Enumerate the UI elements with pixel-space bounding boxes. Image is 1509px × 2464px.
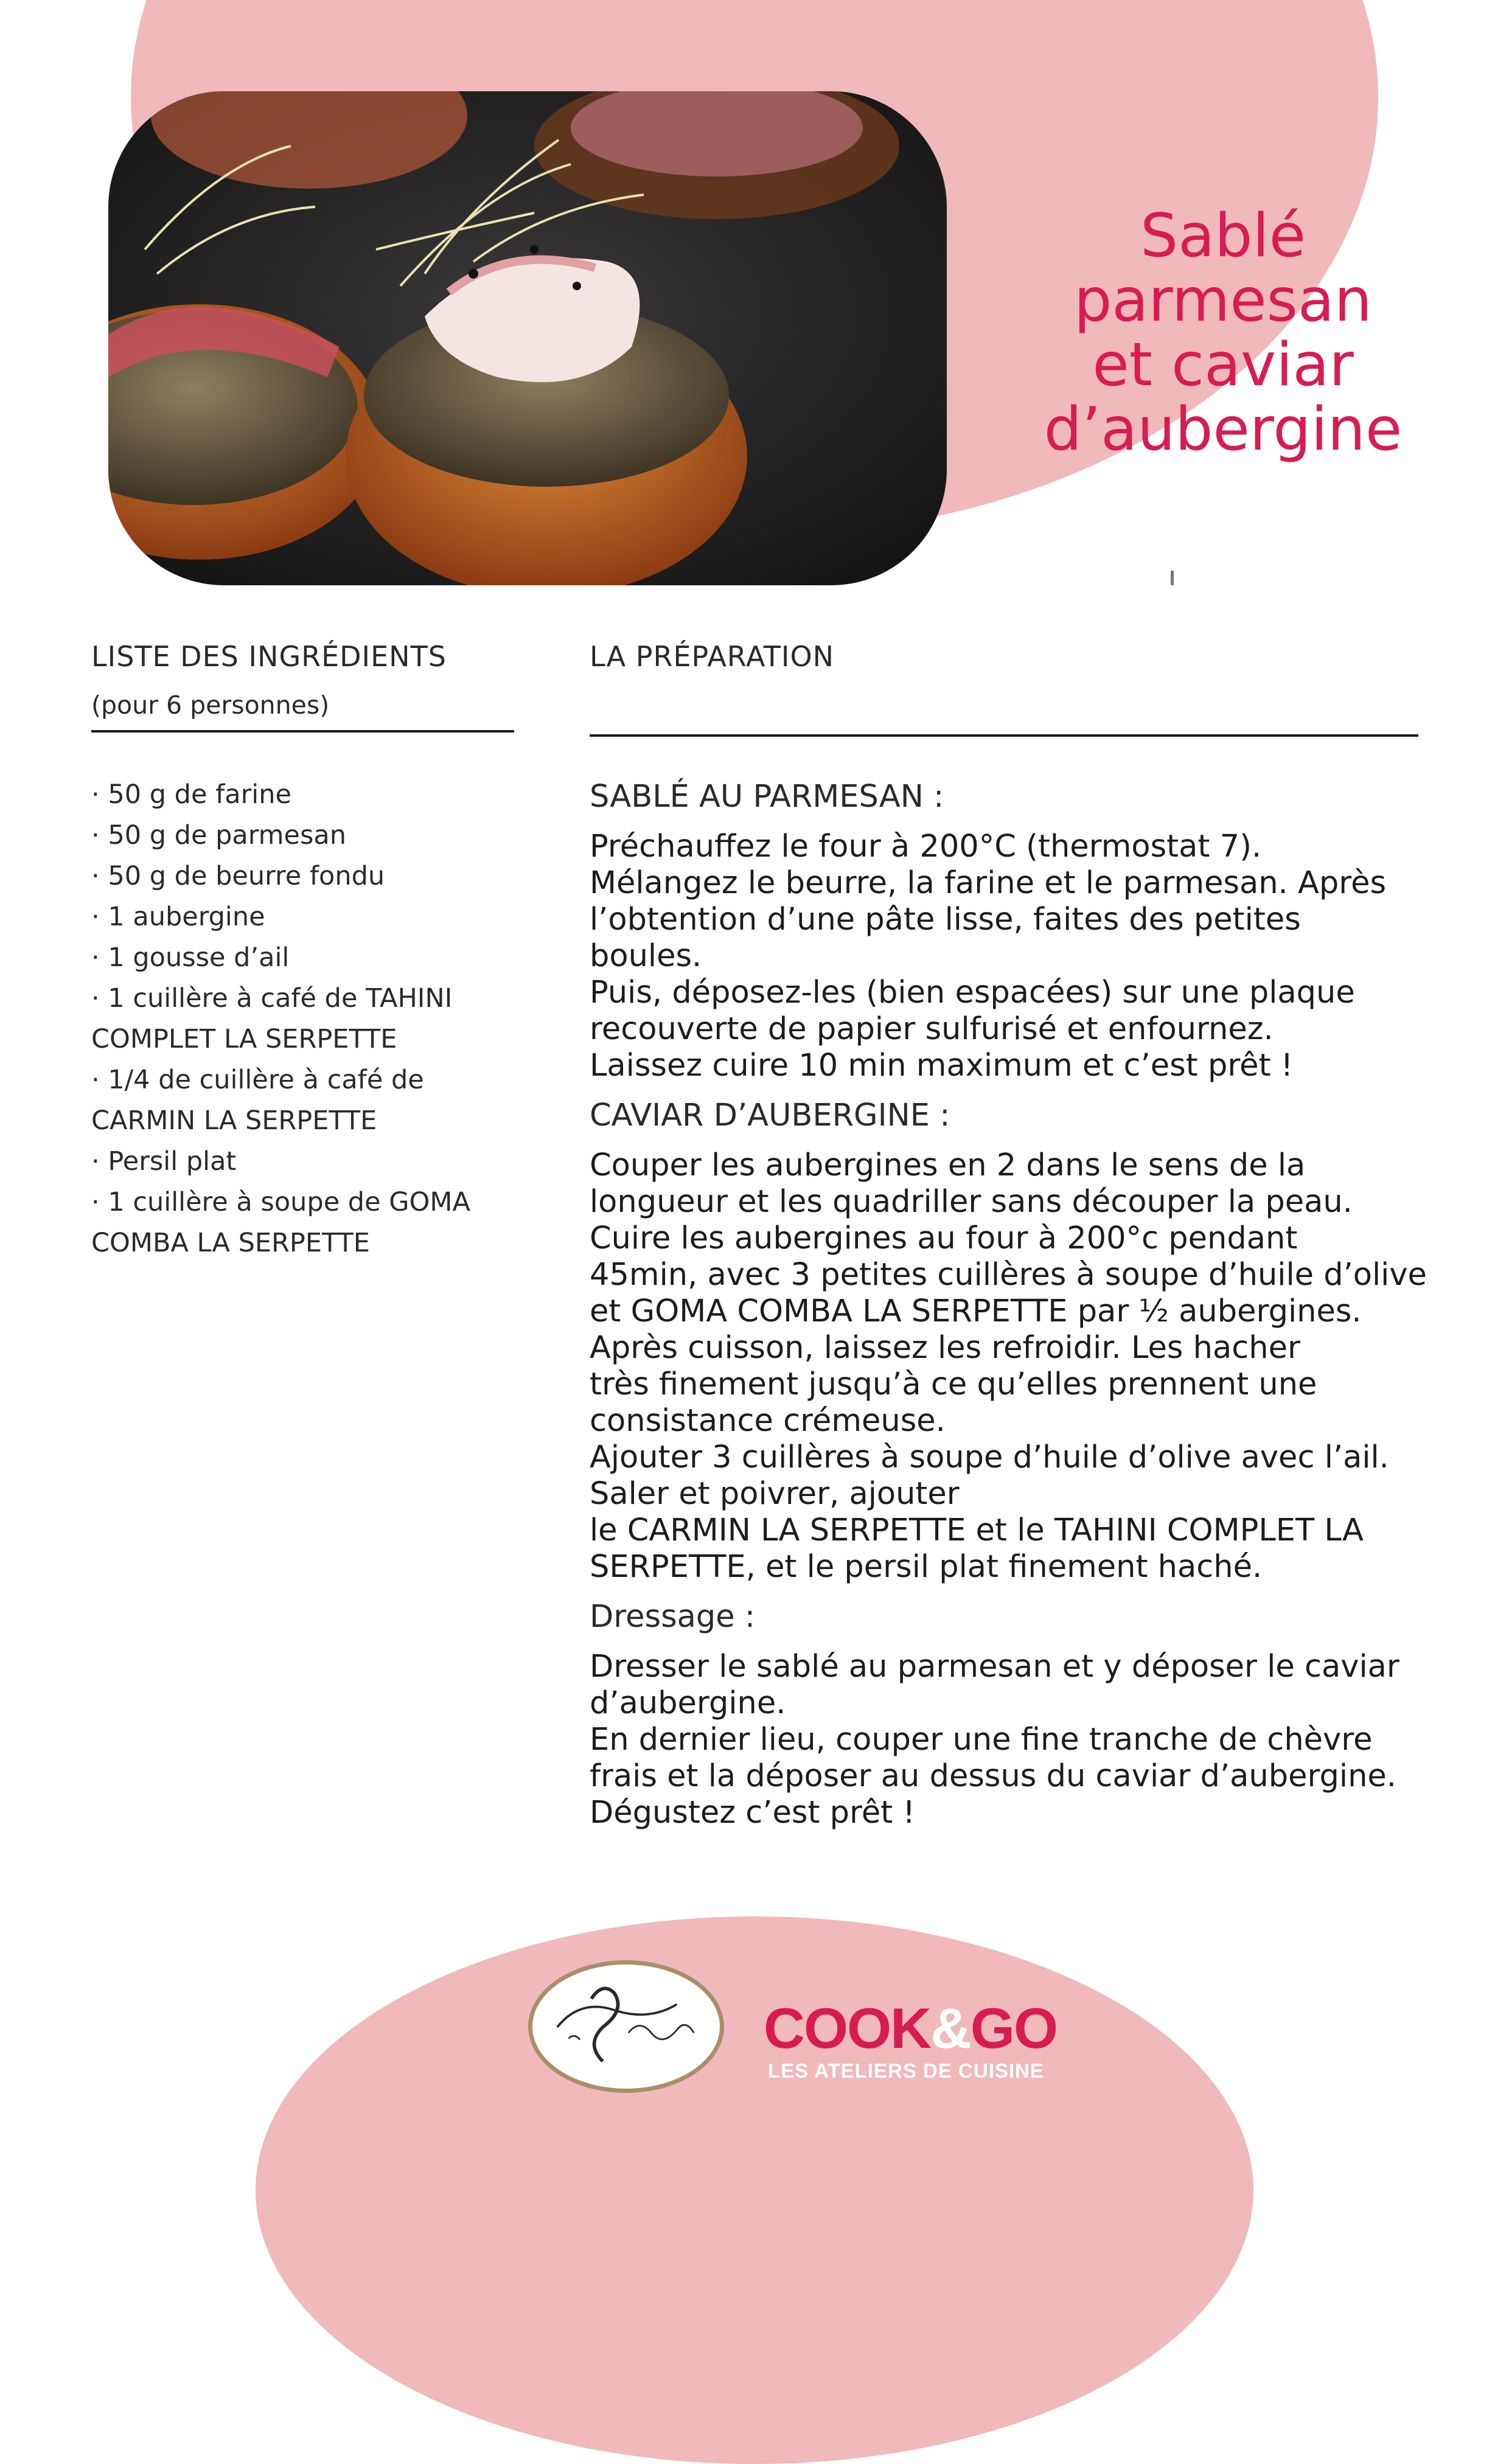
- text-line: Préchauffez le four à 200°C (thermostat 7).: [590, 829, 1262, 865]
- bottom-pink-shape: [256, 1916, 1253, 2464]
- preparation-divider: [590, 734, 1418, 737]
- ingredient-line: · 50 g de farine: [91, 779, 291, 810]
- text-line: boules.: [590, 938, 702, 974]
- text-line: Après cuisson, laissez les refroidir. Les hacher: [590, 1330, 1300, 1366]
- cook-and-go-logo: [764, 1996, 1058, 2060]
- recipe-title: [998, 201, 1448, 464]
- cookgo-ampersand: &: [930, 1996, 971, 2060]
- text-line: très finement jusqu’à ce qu’elles prennent une: [590, 1366, 1317, 1402]
- text-line: consistance crémeuse.: [590, 1403, 946, 1439]
- cookgo-cook: COOK: [764, 1996, 930, 2060]
- section-text: [590, 829, 1435, 1084]
- text-line: et GOMA COMBA LA SERPETTE par ½ aubergines.: [590, 1293, 1362, 1329]
- ingredient-line: COMPLET LA SERPETTE: [91, 1024, 397, 1054]
- recipe-photo: [108, 91, 947, 585]
- preparation-heading: LA PRÉPARATION: [590, 640, 835, 673]
- text-line: recouverte de papier sulfurisé et enfournez.: [590, 1011, 1274, 1047]
- ingredient-line: CARMIN LA SERPETTE: [91, 1105, 377, 1136]
- section-text: [590, 1147, 1435, 1585]
- text-line: Laissez cuire 10 min maximum et c’est prêt !: [590, 1048, 1294, 1084]
- section-title: Dressage :: [590, 1599, 756, 1635]
- text-line: Dégustez c’est prêt !: [590, 1795, 915, 1831]
- la-serpette-logo: [528, 1960, 724, 2093]
- text-line: Couper les aubergines en 2 dans le sens de la: [590, 1147, 1306, 1183]
- text-line: d’aubergine.: [590, 1685, 786, 1721]
- ingredient-line: · 50 g de parmesan: [91, 820, 347, 851]
- title-line: d’aubergine: [1044, 395, 1403, 464]
- text-line: En dernier lieu, couper une fine tranche de chèvre: [590, 1722, 1373, 1758]
- ingredient-line: · 1 gousse d’ail: [91, 942, 290, 973]
- title-line: et caviar: [1092, 330, 1354, 400]
- text-line: Puis, déposez-les (bien espacées) sur une plaque: [590, 975, 1355, 1011]
- text-line: Mélangez le beurre, la farine et le parmesan. Après: [590, 865, 1387, 901]
- ingredient-line: · 1 aubergine: [91, 902, 265, 932]
- ingredients-subheading: (pour 6 personnes): [91, 691, 330, 720]
- section-title: SABLÉ AU PARMESAN :: [590, 779, 944, 815]
- text-line: SERPETTE, et le persil plat finement haché.: [590, 1549, 1263, 1585]
- ingredient-line: · 1/4 de cuillère à café de: [91, 1065, 424, 1095]
- preparation-steps: [590, 779, 1435, 1845]
- ingredients-heading: LISTE DES INGRÉDIENTS: [91, 640, 447, 673]
- text-line: le CARMIN LA SERPETTE et le TAHINI COMPLET LA: [590, 1512, 1364, 1548]
- ingredients-divider: [91, 730, 514, 733]
- ingredient-line: COMBA LA SERPETTE: [91, 1228, 370, 1258]
- section-text: [590, 1649, 1435, 1831]
- title-line: Sablé: [1140, 201, 1306, 271]
- text-line: longueur et les quadriller sans découper la peau.: [590, 1184, 1353, 1220]
- ingredient-line: · 1 cuillère à café de TAHINI: [91, 983, 453, 1014]
- cook-and-go-tagline: LES ATELIERS DE CUISINE: [768, 2059, 1044, 2082]
- text-line: Ajouter 3 cuillères à soupe d’huile d’olive avec l’ail.: [590, 1439, 1389, 1475]
- text-line: Saler et poivrer, ajouter: [590, 1476, 960, 1512]
- ingredient-line: · Persil plat: [91, 1146, 237, 1177]
- cookgo-go: GO: [970, 1996, 1058, 2060]
- ingredient-line: · 1 cuillère à soupe de GOMA: [91, 1187, 470, 1217]
- text-line: frais et la déposer au dessus du caviar d’aubergine.: [590, 1758, 1396, 1794]
- title-line: parmesan: [1074, 266, 1372, 335]
- text-line: Cuire les aubergines au four à 200°c pendant: [590, 1220, 1298, 1256]
- decorative-mark: [1171, 571, 1174, 585]
- ingredients-list: [91, 774, 517, 1264]
- ingredient-line: · 50 g de beurre fondu: [91, 861, 385, 891]
- text-line: l’obtention d’une pâte lisse, faites des petites: [590, 902, 1301, 938]
- text-line: 45min, avec 3 petites cuillères à soupe d’huile d’olive: [590, 1257, 1427, 1293]
- text-line: Dresser le sablé au parmesan et y déposer le caviar: [590, 1649, 1399, 1685]
- section-title: CAVIAR D’AUBERGINE :: [590, 1098, 950, 1133]
